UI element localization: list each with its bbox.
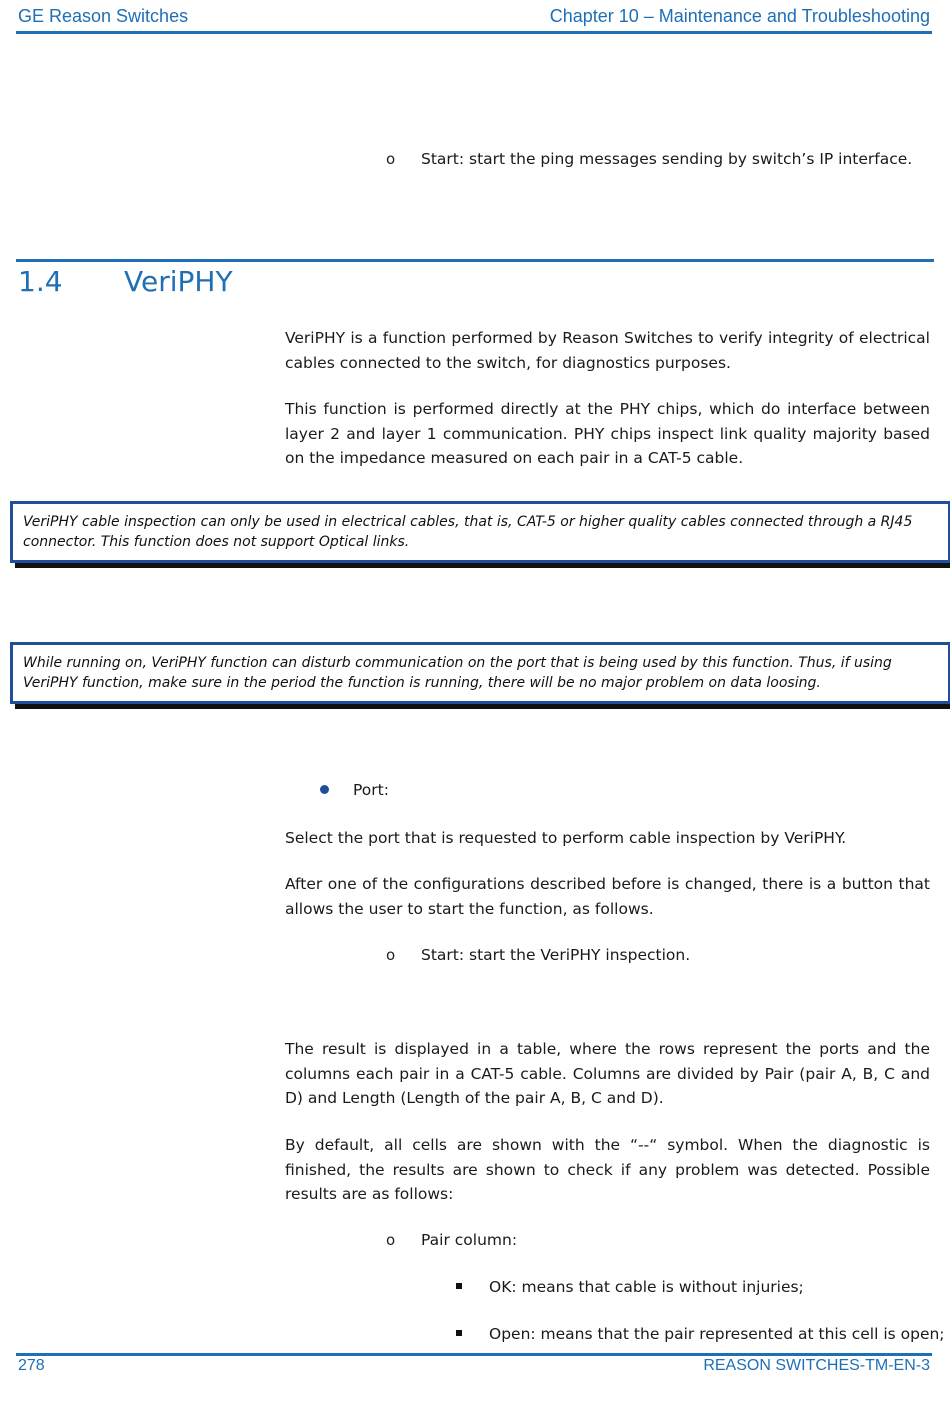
page-number: 278 [18,1357,45,1374]
section-title: VeriPHY [124,265,233,298]
square-bullet-icon [456,1283,462,1289]
header-rule [16,31,932,34]
ping-start-item: Start: start the ping messages sending by switch’s IP interface. [421,150,913,168]
footer-rule [16,1353,932,1356]
paragraph-result-table: The result is displayed in a table, where the rows represent the ports and the columns each pair in a CAT-5 cable. Columns are divided by Pair (pair A, B, C and D) and Length (Length of the pair A, B, C and D). [285,1040,930,1107]
circle-bullet-icon: o [386,150,396,168]
paragraph-phy-chips: This function is performed directly at the PHY chips, which do interface between layer 2 and layer 1 communication. PHY chips inspect link quality majority based on the impedance measured on each pair in a CAT-5 cable. [285,400,930,467]
header-chapter-title: Chapter 10 – Maintenance and Troubleshooting [549,6,930,26]
header-left-title: GE Reason Switches [18,6,189,26]
section-rule [16,259,934,262]
bullet-dot-icon [320,785,329,794]
port-bullet-label: Port: [353,781,389,799]
circle-bullet-icon: o [386,946,396,964]
open-result-item: Open: means that the pair represented at this cell is open; [489,1325,945,1343]
ok-result-item: OK: means that cable is without injuries; [489,1278,804,1296]
note-text: VeriPHY cable inspection can only be used in electrical cables, that is, CAT-5 or higher quality cables connected through a RJ45 connector. This function does not support Optical links. [23,514,913,550]
square-bullet-icon [456,1330,462,1336]
paragraph-intro: VeriPHY is a function performed by Reason Switches to verify integrity of electrical cables connected to the switch, for diagnostics purposes. [285,329,930,372]
paragraph-select-port: Select the port that is requested to perform cable inspection by VeriPHY. [285,829,847,847]
note-box-disturb-warning [10,642,950,704]
section-number: 1.4 [18,265,63,298]
paragraph-start-button: After one of the configurations described before is changed, there is a button that allows the user to start the function, as follows. [285,875,930,918]
note-box-cable-inspection [10,501,950,563]
circle-bullet-icon: o [386,1231,396,1249]
veriphy-start-item: Start: start the VeriPHY inspection. [421,946,691,964]
document-code: REASON SWITCHES-TM-EN-3 [703,1357,930,1374]
pair-column-item: Pair column: [421,1231,518,1249]
paragraph-default-cells: By default, all cells are shown with the “--“ symbol. When the diagnostic is finished, the results are shown to check if any problem was detected. Possible results are as follows: [285,1136,930,1203]
note-text: While running on, VeriPHY function can disturb communication on the port that is being used by this function. Thus, if using VeriPHY function, make sure in the period the function is running, there will be no major problem on data loosing. [23,655,892,691]
